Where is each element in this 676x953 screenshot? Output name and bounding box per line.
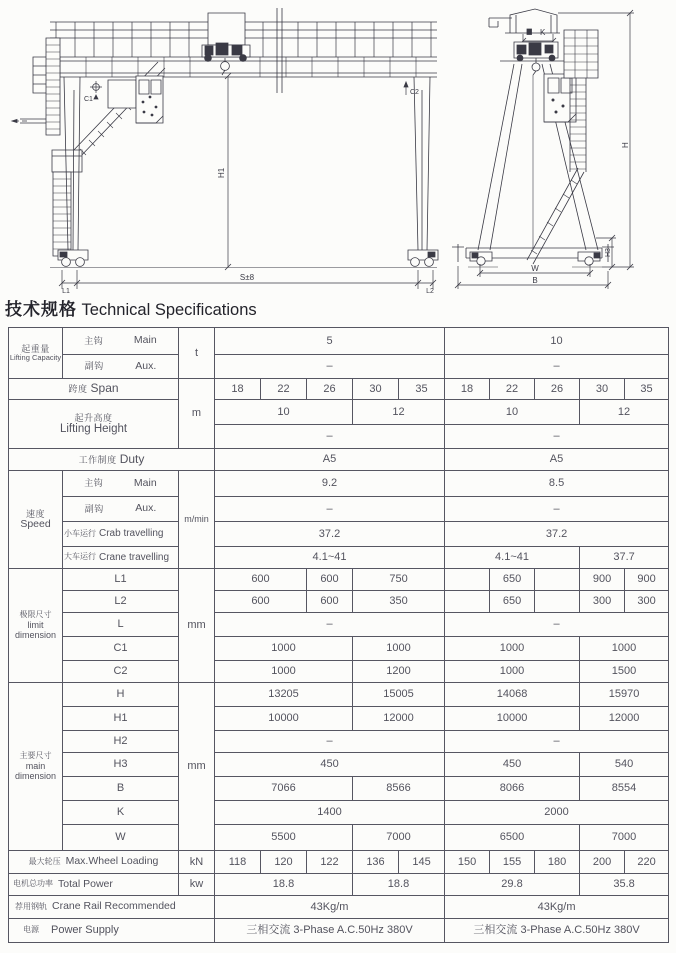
dim-label-k: K (540, 28, 546, 37)
label-L2: L2 (63, 591, 179, 613)
value-cell: 9.2 (215, 471, 445, 497)
value-cell: 8566 (353, 777, 445, 801)
value-cell: 5500 (215, 825, 353, 851)
value-cell: 13205 (215, 683, 353, 707)
value-cell: 145 (399, 851, 445, 874)
value-cell: 136 (353, 851, 399, 874)
value-cell: 35 (625, 379, 669, 400)
dim-label-c1: C1 (84, 96, 93, 103)
unit-kn: kN (179, 851, 215, 874)
value-cell: 150 (445, 851, 490, 874)
label-main-dimension: 主要尺寸 main dimension (9, 683, 63, 851)
value-cell: 1000 (580, 637, 669, 661)
value-cell: – (215, 613, 445, 637)
value-cell: 4.1~41 (215, 547, 445, 569)
value-cell: 600 (215, 591, 307, 613)
label-span: 跨度 Span (9, 379, 179, 400)
label-H2: H2 (63, 731, 179, 753)
value-cell: 600 (215, 569, 307, 591)
value-cell: 10 (445, 328, 669, 355)
value-cell: 1000 (353, 637, 445, 661)
label-main-hook: 主钩 Main (63, 328, 179, 355)
value-cell: 4.1~41 (445, 547, 580, 569)
crane-drawing (0, 0, 676, 296)
value-cell: 7000 (353, 825, 445, 851)
value-cell: 30 (580, 379, 625, 400)
label-power-supply: 电源 Power Supply (9, 919, 215, 943)
label-aux-hook: 副钩 Aux. (63, 355, 179, 379)
value-cell: 12000 (353, 707, 445, 731)
unit-t: t (179, 328, 215, 379)
label-H1: H1 (63, 707, 179, 731)
value-cell: A5 (445, 449, 669, 471)
side-view (452, 9, 634, 289)
unit-m-min: m/min (179, 471, 215, 569)
label-L: L (63, 613, 179, 637)
dim-label-h1: H1 (217, 167, 226, 178)
value-cell: 1400 (215, 801, 445, 825)
value-cell: 650 (490, 591, 535, 613)
page-title (5, 295, 257, 320)
value-cell: – (445, 497, 669, 522)
value-cell: 6500 (445, 825, 580, 851)
value-cell: 180 (535, 851, 580, 874)
value-cell: 8554 (580, 777, 669, 801)
value-cell: 7000 (580, 825, 669, 851)
unit-mm-main: mm (179, 683, 215, 851)
value-cell: 1000 (445, 637, 580, 661)
value-cell: 29.8 (445, 874, 580, 896)
value-cell: 35 (399, 379, 445, 400)
value-cell: 155 (490, 851, 535, 874)
value-cell (535, 569, 580, 591)
label-B: B (63, 777, 179, 801)
label-limit-dimension: 极限尺寸 limit dimension (9, 569, 63, 683)
value-cell: A5 (215, 449, 445, 471)
value-cell: 18 (445, 379, 490, 400)
label-speed-main: 主钩 Main (63, 471, 179, 497)
label-C1: C1 (63, 637, 179, 661)
label-lifting-capacity: 起重量 Lifting Capacity (9, 328, 63, 379)
value-cell: 450 (445, 753, 580, 777)
value-cell: 8066 (445, 777, 580, 801)
unit-kw: kw (179, 874, 215, 896)
label-speed: 速度 Speed (9, 471, 63, 569)
label-crab-travelling: 小车运行 Crab travelling (63, 522, 179, 547)
label-lifting-height: 起升高度 Lifting Height (9, 400, 179, 449)
label-H3: H3 (63, 753, 179, 777)
label-C2: C2 (63, 661, 179, 683)
value-cell (535, 591, 580, 613)
value-cell: 900 (580, 569, 625, 591)
value-cell: 1200 (353, 661, 445, 683)
dim-label-c2: C2 (410, 89, 419, 96)
value-cell: 300 (580, 591, 625, 613)
value-cell: – (445, 613, 669, 637)
value-cell: 1500 (580, 661, 669, 683)
value-cell: 450 (215, 753, 445, 777)
label-max-wheel-loading: 最大轮压 Max.Wheel Loading (9, 851, 179, 874)
label-crane-rail: 荐用钢轨 Crane Rail Recommended (9, 896, 215, 919)
dim-label-h3: H3 (605, 248, 612, 257)
value-cell: 10 (215, 400, 353, 425)
value-cell: 200 (580, 851, 625, 874)
value-cell: 7066 (215, 777, 353, 801)
dim-label-l2: L2 (426, 288, 434, 295)
value-cell: 8.5 (445, 471, 669, 497)
value-cell: – (215, 497, 445, 522)
value-cell: 12000 (580, 707, 669, 731)
value-cell: 10000 (445, 707, 580, 731)
value-cell: 26 (535, 379, 580, 400)
value-cell: 120 (261, 851, 307, 874)
value-cell: 600 (307, 569, 353, 591)
dim-label-l1: L1 (62, 288, 70, 295)
page-title-cn: 技术规格 (5, 300, 77, 319)
label-H: H (63, 683, 179, 707)
label-L1: L1 (63, 569, 179, 591)
value-cell: 三相交流 3-Phase A.C.50Hz 380V (215, 919, 445, 943)
front-view (12, 8, 438, 295)
dim-label-h: H (621, 142, 630, 148)
value-cell: 18.8 (215, 874, 353, 896)
value-cell: 2000 (445, 801, 669, 825)
value-cell: 18.8 (353, 874, 445, 896)
label-W: W (63, 825, 179, 851)
value-cell: 5 (215, 328, 445, 355)
label-duty: 工作制度 Duty (9, 449, 215, 471)
value-cell: 15005 (353, 683, 445, 707)
value-cell: – (215, 425, 445, 449)
value-cell: 35.8 (580, 874, 669, 896)
unit-m: m (179, 379, 215, 449)
value-cell: 300 (625, 591, 669, 613)
label-crane-travelling: 大车运行 Crane travelling (63, 547, 179, 569)
value-cell: 26 (307, 379, 353, 400)
value-cell: 37.7 (580, 547, 669, 569)
value-cell: 1000 (445, 661, 580, 683)
value-cell: – (215, 355, 445, 379)
label-speed-aux: 副钩 Aux. (63, 497, 179, 522)
value-cell: 30 (353, 379, 399, 400)
unit-mm-limit: mm (179, 569, 215, 683)
value-cell: 540 (580, 753, 669, 777)
value-cell: 37.2 (445, 522, 669, 547)
value-cell: 1000 (215, 661, 353, 683)
value-cell: 600 (307, 591, 353, 613)
value-cell: 350 (353, 591, 445, 613)
value-cell: 22 (261, 379, 307, 400)
value-cell (445, 569, 490, 591)
label-total-power: 电机总功率 Total Power (9, 874, 179, 896)
label-K: K (63, 801, 179, 825)
value-cell: 43Kg/m (445, 896, 669, 919)
dim-label-b: B (532, 276, 538, 285)
value-cell: 118 (215, 851, 261, 874)
dim-label-w: W (531, 264, 539, 273)
value-cell: 220 (625, 851, 669, 874)
value-cell: 122 (307, 851, 353, 874)
value-cell: 12 (353, 400, 445, 425)
value-cell: 43Kg/m (215, 896, 445, 919)
value-cell: 650 (490, 569, 535, 591)
value-cell: 18 (215, 379, 261, 400)
value-cell: 10 (445, 400, 580, 425)
value-cell: 22 (490, 379, 535, 400)
page-title-en: Technical Specifications (81, 301, 257, 319)
value-cell: 900 (625, 569, 669, 591)
value-cell: – (445, 355, 669, 379)
value-cell: 15970 (580, 683, 669, 707)
value-cell: 14068 (445, 683, 580, 707)
value-cell (445, 591, 490, 613)
value-cell: – (215, 731, 445, 753)
value-cell: 三相交流 3-Phase A.C.50Hz 380V (445, 919, 669, 943)
value-cell: – (445, 731, 669, 753)
value-cell: 12 (580, 400, 669, 425)
value-cell: – (445, 425, 669, 449)
spec-table (8, 327, 669, 943)
dim-label-span: S±8 (239, 273, 255, 282)
value-cell: 37.2 (215, 522, 445, 547)
value-cell: 750 (353, 569, 445, 591)
value-cell: 1000 (215, 637, 353, 661)
value-cell: 10000 (215, 707, 353, 731)
